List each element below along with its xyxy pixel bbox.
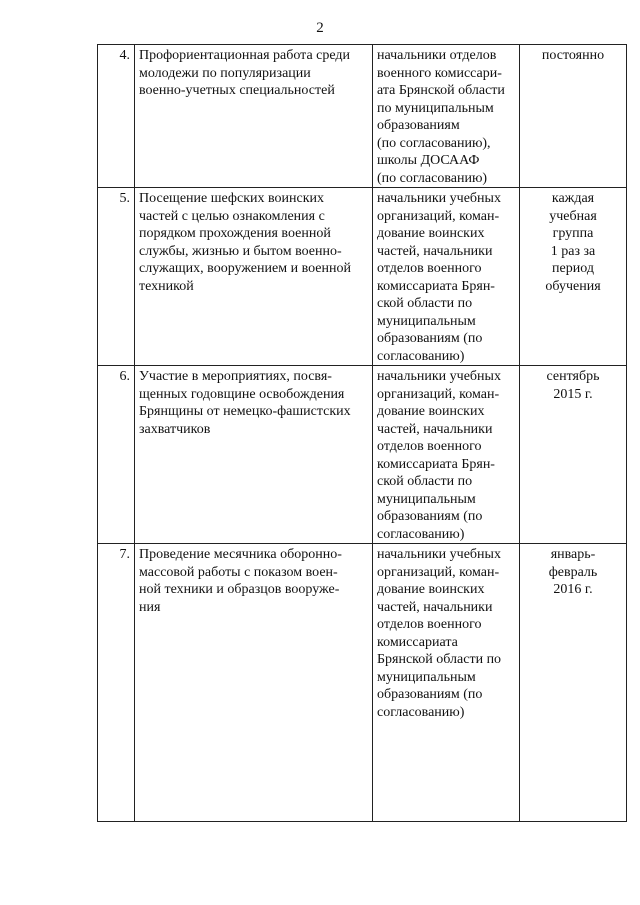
term-line: постоянно bbox=[541, 48, 605, 63]
term-line: 1 раз за bbox=[550, 243, 596, 259]
activity-line: частей с целью ознакомления с bbox=[139, 208, 325, 224]
activity-cell bbox=[135, 45, 373, 188]
activities-table bbox=[97, 44, 627, 822]
table-row bbox=[98, 544, 627, 822]
responsible-line: согласованию) bbox=[377, 526, 465, 542]
responsible-line: комиссариата bbox=[377, 634, 458, 650]
term-cell bbox=[520, 366, 627, 544]
responsible-line: образованиям (по bbox=[377, 687, 483, 702]
responsible-line: военного комиссари- bbox=[377, 65, 502, 81]
activity-line: щенных годовщине освобождения bbox=[139, 386, 345, 402]
responsible-line: ской области по bbox=[377, 474, 473, 489]
responsible-line: комиссариата Брян- bbox=[377, 456, 495, 472]
term-line: обучения bbox=[545, 278, 601, 294]
term-line: февраль bbox=[548, 564, 598, 580]
responsible-line: согласованию) bbox=[377, 704, 465, 720]
responsible-line: начальники отделов bbox=[377, 48, 497, 63]
row-number: 7. bbox=[98, 544, 135, 822]
term-line: сентябрь bbox=[546, 369, 600, 384]
responsible-line: образованиям bbox=[377, 118, 460, 133]
responsible-line: муниципальным bbox=[377, 313, 476, 329]
term-line: период bbox=[552, 261, 594, 276]
responsible-line: организаций, коман- bbox=[377, 564, 500, 580]
responsible-cell bbox=[373, 188, 520, 366]
activity-line: службы, жизнью и бытом военно- bbox=[139, 243, 342, 259]
activity-line: ния bbox=[139, 599, 161, 615]
responsible-line: согласованию) bbox=[377, 348, 465, 364]
activity-line: служащих, вооружением и военной bbox=[139, 261, 351, 276]
responsible-line: муниципальным bbox=[377, 669, 476, 685]
activity-line: молодежи по популяризации bbox=[139, 65, 311, 81]
responsible-cell bbox=[373, 45, 520, 188]
activity-line: Брянщины от немецко-фашистских bbox=[139, 404, 351, 419]
activity-line: порядком прохождения военной bbox=[139, 226, 331, 241]
responsible-line: начальники учебных bbox=[377, 547, 501, 562]
activity-line: Участие в мероприятиях, посвя- bbox=[139, 369, 332, 384]
activity-line: Посещение шефских воинских bbox=[139, 191, 325, 206]
page-number: 2 bbox=[316, 20, 324, 36]
activity-line: Проведение месячника оборонно- bbox=[139, 547, 342, 562]
activity-line: массовой работы с показом воен- bbox=[139, 564, 338, 580]
responsible-line: начальники учебных bbox=[377, 191, 501, 206]
responsible-line: частей, начальники bbox=[377, 243, 493, 259]
activity-cell bbox=[135, 188, 373, 366]
activity-cell bbox=[135, 366, 373, 544]
responsible-line: комиссариата Брян- bbox=[377, 278, 495, 294]
term-line: учебная bbox=[549, 208, 597, 224]
responsible-line: ской области по bbox=[377, 296, 473, 311]
row-number: 4. bbox=[98, 45, 135, 188]
term-cell bbox=[520, 188, 627, 366]
activity-line: захватчиков bbox=[139, 421, 211, 437]
responsible-line: дование воинских bbox=[377, 404, 485, 419]
responsible-line: (по согласованию), bbox=[377, 135, 491, 151]
responsible-line: начальники учебных bbox=[377, 369, 501, 384]
term-cell bbox=[520, 544, 627, 822]
responsible-line: частей, начальники bbox=[377, 599, 493, 615]
responsible-cell bbox=[373, 366, 520, 544]
term-line: каждая bbox=[551, 191, 595, 206]
term-cell bbox=[520, 45, 627, 188]
activity-cell bbox=[135, 544, 373, 822]
term-line: группа bbox=[552, 226, 594, 241]
row-number: 5. bbox=[98, 188, 135, 366]
activity-line: Профориентационная работа среди bbox=[139, 48, 351, 63]
responsible-line: школы ДОСААФ bbox=[377, 153, 480, 168]
responsible-line: ата Брянской области bbox=[377, 83, 505, 98]
term-line: 2015 г. bbox=[553, 386, 593, 402]
responsible-line: организаций, коман- bbox=[377, 386, 500, 402]
responsible-line: образованиям (по bbox=[377, 509, 483, 524]
responsible-line: образованиям (по bbox=[377, 331, 483, 346]
activity-line: ной техники и образцов вооруже- bbox=[139, 582, 340, 597]
responsible-line: отделов военного bbox=[377, 439, 482, 454]
term-line: 2016 г. bbox=[553, 582, 593, 597]
responsible-cell bbox=[373, 544, 520, 822]
responsible-line: частей, начальники bbox=[377, 421, 493, 437]
responsible-line: (по согласованию) bbox=[377, 170, 488, 186]
responsible-line: отделов военного bbox=[377, 261, 482, 276]
responsible-line: отделов военного bbox=[377, 617, 482, 632]
row-number: 6. bbox=[98, 366, 135, 544]
responsible-line: дование воинских bbox=[377, 226, 485, 241]
table-row bbox=[98, 366, 627, 544]
responsible-line: Брянской области по bbox=[377, 652, 502, 667]
activity-line: военно-учетных специальностей bbox=[139, 83, 335, 98]
responsible-line: по муниципальным bbox=[377, 100, 494, 116]
responsible-line: организаций, коман- bbox=[377, 208, 500, 224]
table-row bbox=[98, 45, 627, 188]
responsible-line: муниципальным bbox=[377, 491, 476, 507]
activity-line: техникой bbox=[139, 278, 194, 294]
responsible-line: дование воинских bbox=[377, 582, 485, 597]
table-row bbox=[98, 188, 627, 366]
term-line: январь- bbox=[550, 547, 596, 562]
